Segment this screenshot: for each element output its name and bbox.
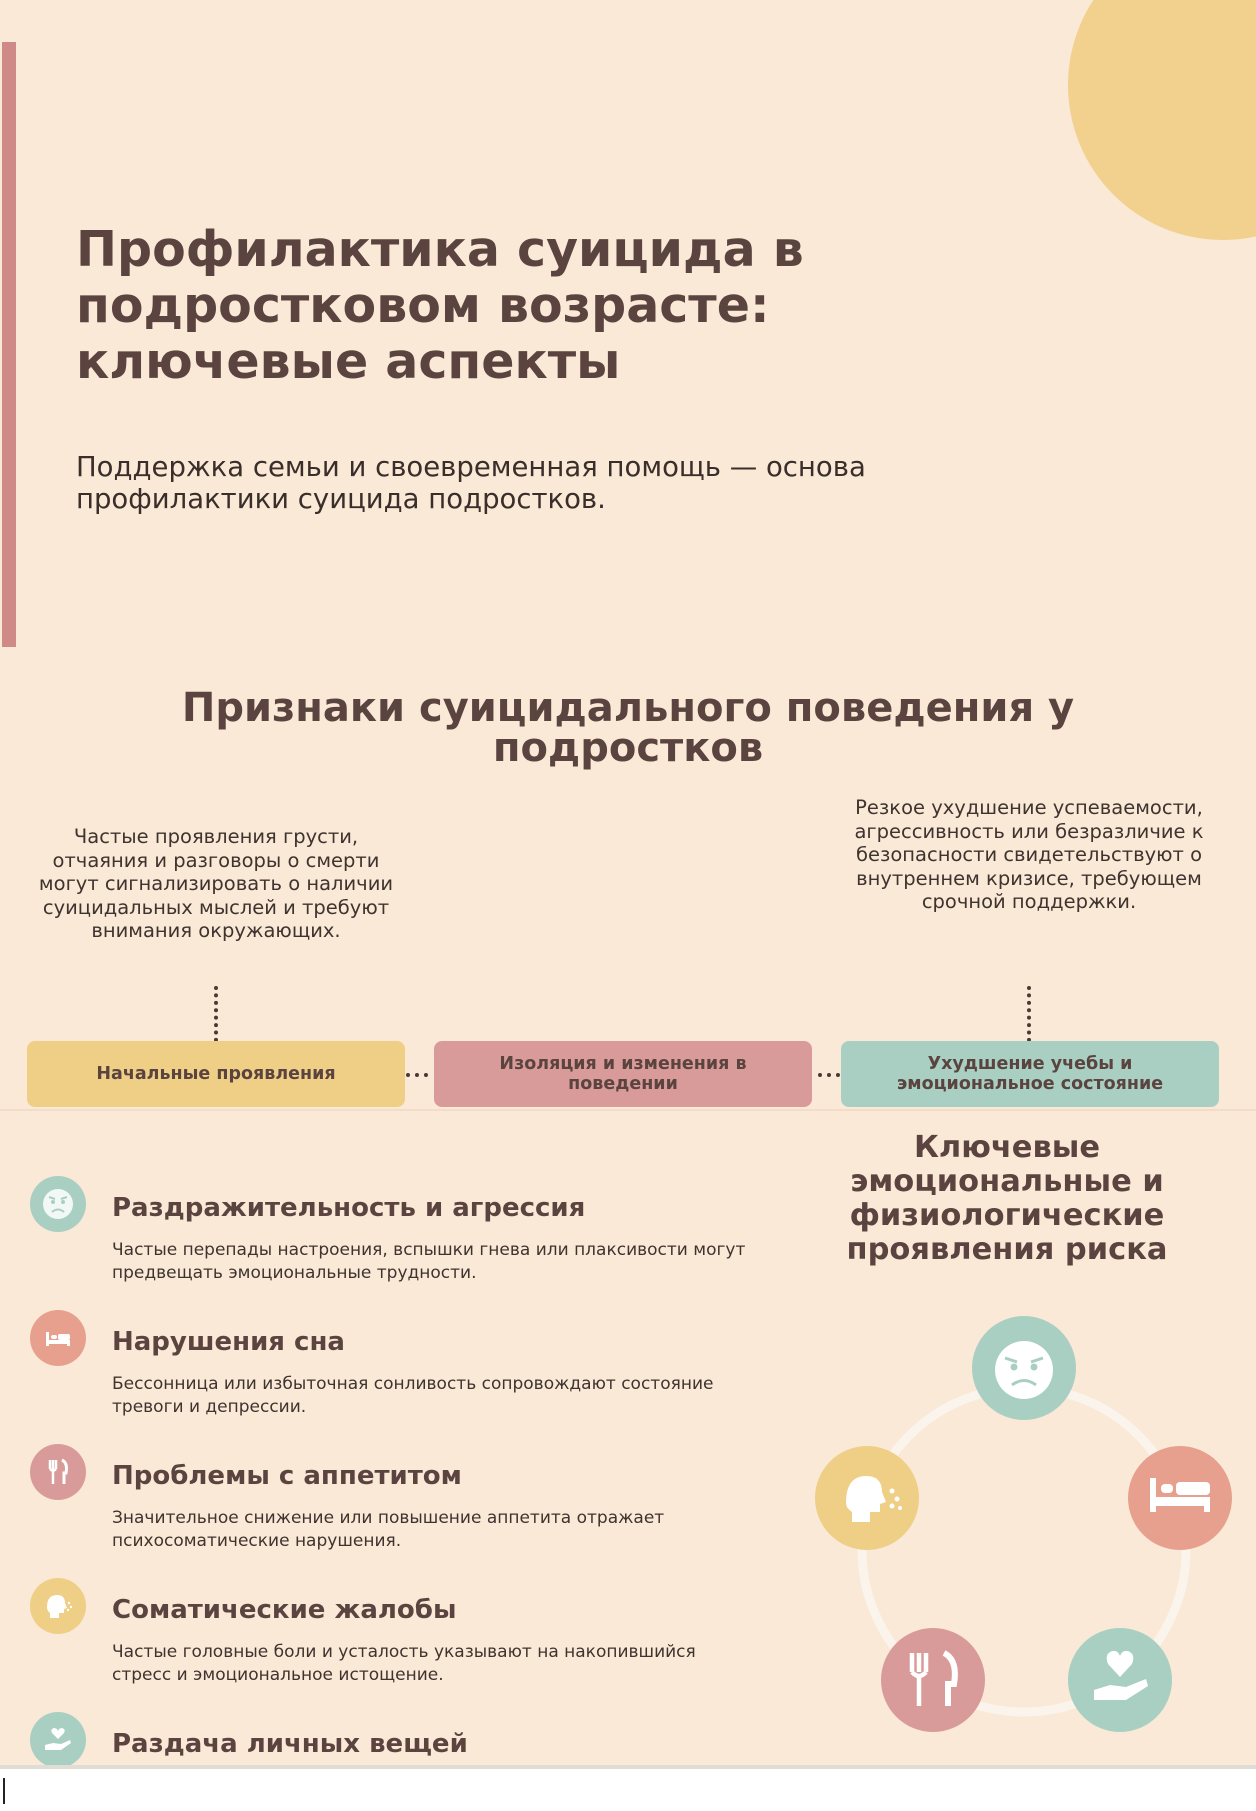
heart-hand-icon — [1068, 1628, 1172, 1732]
risk-title: Проблемы с аппетитом — [112, 1461, 462, 1491]
head-cough-icon — [30, 1578, 86, 1634]
angry-face-icon — [972, 1316, 1076, 1420]
heart-hand-icon — [30, 1712, 86, 1768]
risk-title: Нарушения сна — [112, 1327, 345, 1357]
accent-side-bar — [2, 42, 16, 647]
risk-title: Соматические жалобы — [112, 1595, 457, 1625]
connector-dots-stage-2-3 — [818, 1073, 840, 1080]
stage-description-left: Частые проявления грусти, отчаяния и разговоры о смерти могут сигнализировать о наличии суицидальных мыслей и требуют внимания окружающих. — [38, 825, 394, 942]
section-divider — [0, 1109, 1256, 1111]
risk-text: Частые головные боли и усталость указывают на накопившийся стресс и эмоциональное истощение. — [112, 1642, 696, 1685]
stage-initial: Начальные проявления — [27, 1041, 405, 1107]
head-cough-icon — [815, 1446, 919, 1550]
bottom-strip — [0, 1769, 1256, 1811]
stage-description-right: Резкое ухудшение успеваемости, агрессивность или безразличие к безопасности свидетельствуют о внутреннем кризисе, требующем срочной поддержки. — [854, 796, 1204, 913]
fork-knife-icon — [881, 1628, 985, 1732]
risk-title: Раздача личных вещей — [112, 1729, 468, 1759]
page-subtitle: Поддержка семьи и своевременная помощь — основа профилактики суицида подростков. — [76, 451, 866, 515]
connector-dots-right — [1027, 986, 1035, 1042]
bed-icon — [30, 1310, 86, 1366]
text-cursor — [3, 1778, 5, 1804]
page-title: Профилактика суицида в подростковом возрасте: ключевые аспекты — [76, 221, 804, 390]
stage-decline: Ухудшение учебы и эмоциональное состояние — [841, 1041, 1219, 1107]
signs-section-title: Признаки суицидального поведения у подростков — [181, 685, 1075, 771]
bed-icon — [1128, 1446, 1232, 1550]
risk-text: Частые перепады настроения, вспышки гнева или плаксивости могут предвещать эмоциональные трудности. — [112, 1240, 746, 1283]
connector-dots-stage-1-2 — [406, 1073, 428, 1080]
fork-knife-icon — [30, 1444, 86, 1500]
angry-face-icon — [30, 1176, 86, 1232]
risk-text: Бессонница или избыточная сонливость сопровождают состояние тревоги и депрессии. — [112, 1374, 714, 1417]
risk-text: Значительное снижение или повышение аппетита отражает психосоматические нарушения. — [112, 1508, 665, 1551]
key-manifestations-title: Ключевые эмоциональные и физиологические проявления риска — [846, 1130, 1168, 1267]
decorative-sun-circle — [1068, 0, 1256, 240]
connector-dots-left — [214, 986, 222, 1042]
cycle-ring — [862, 1388, 1186, 1712]
stage-isolation: Изоляция и изменения в поведении — [434, 1041, 812, 1107]
risk-title: Раздражительность и агрессия — [112, 1193, 586, 1223]
